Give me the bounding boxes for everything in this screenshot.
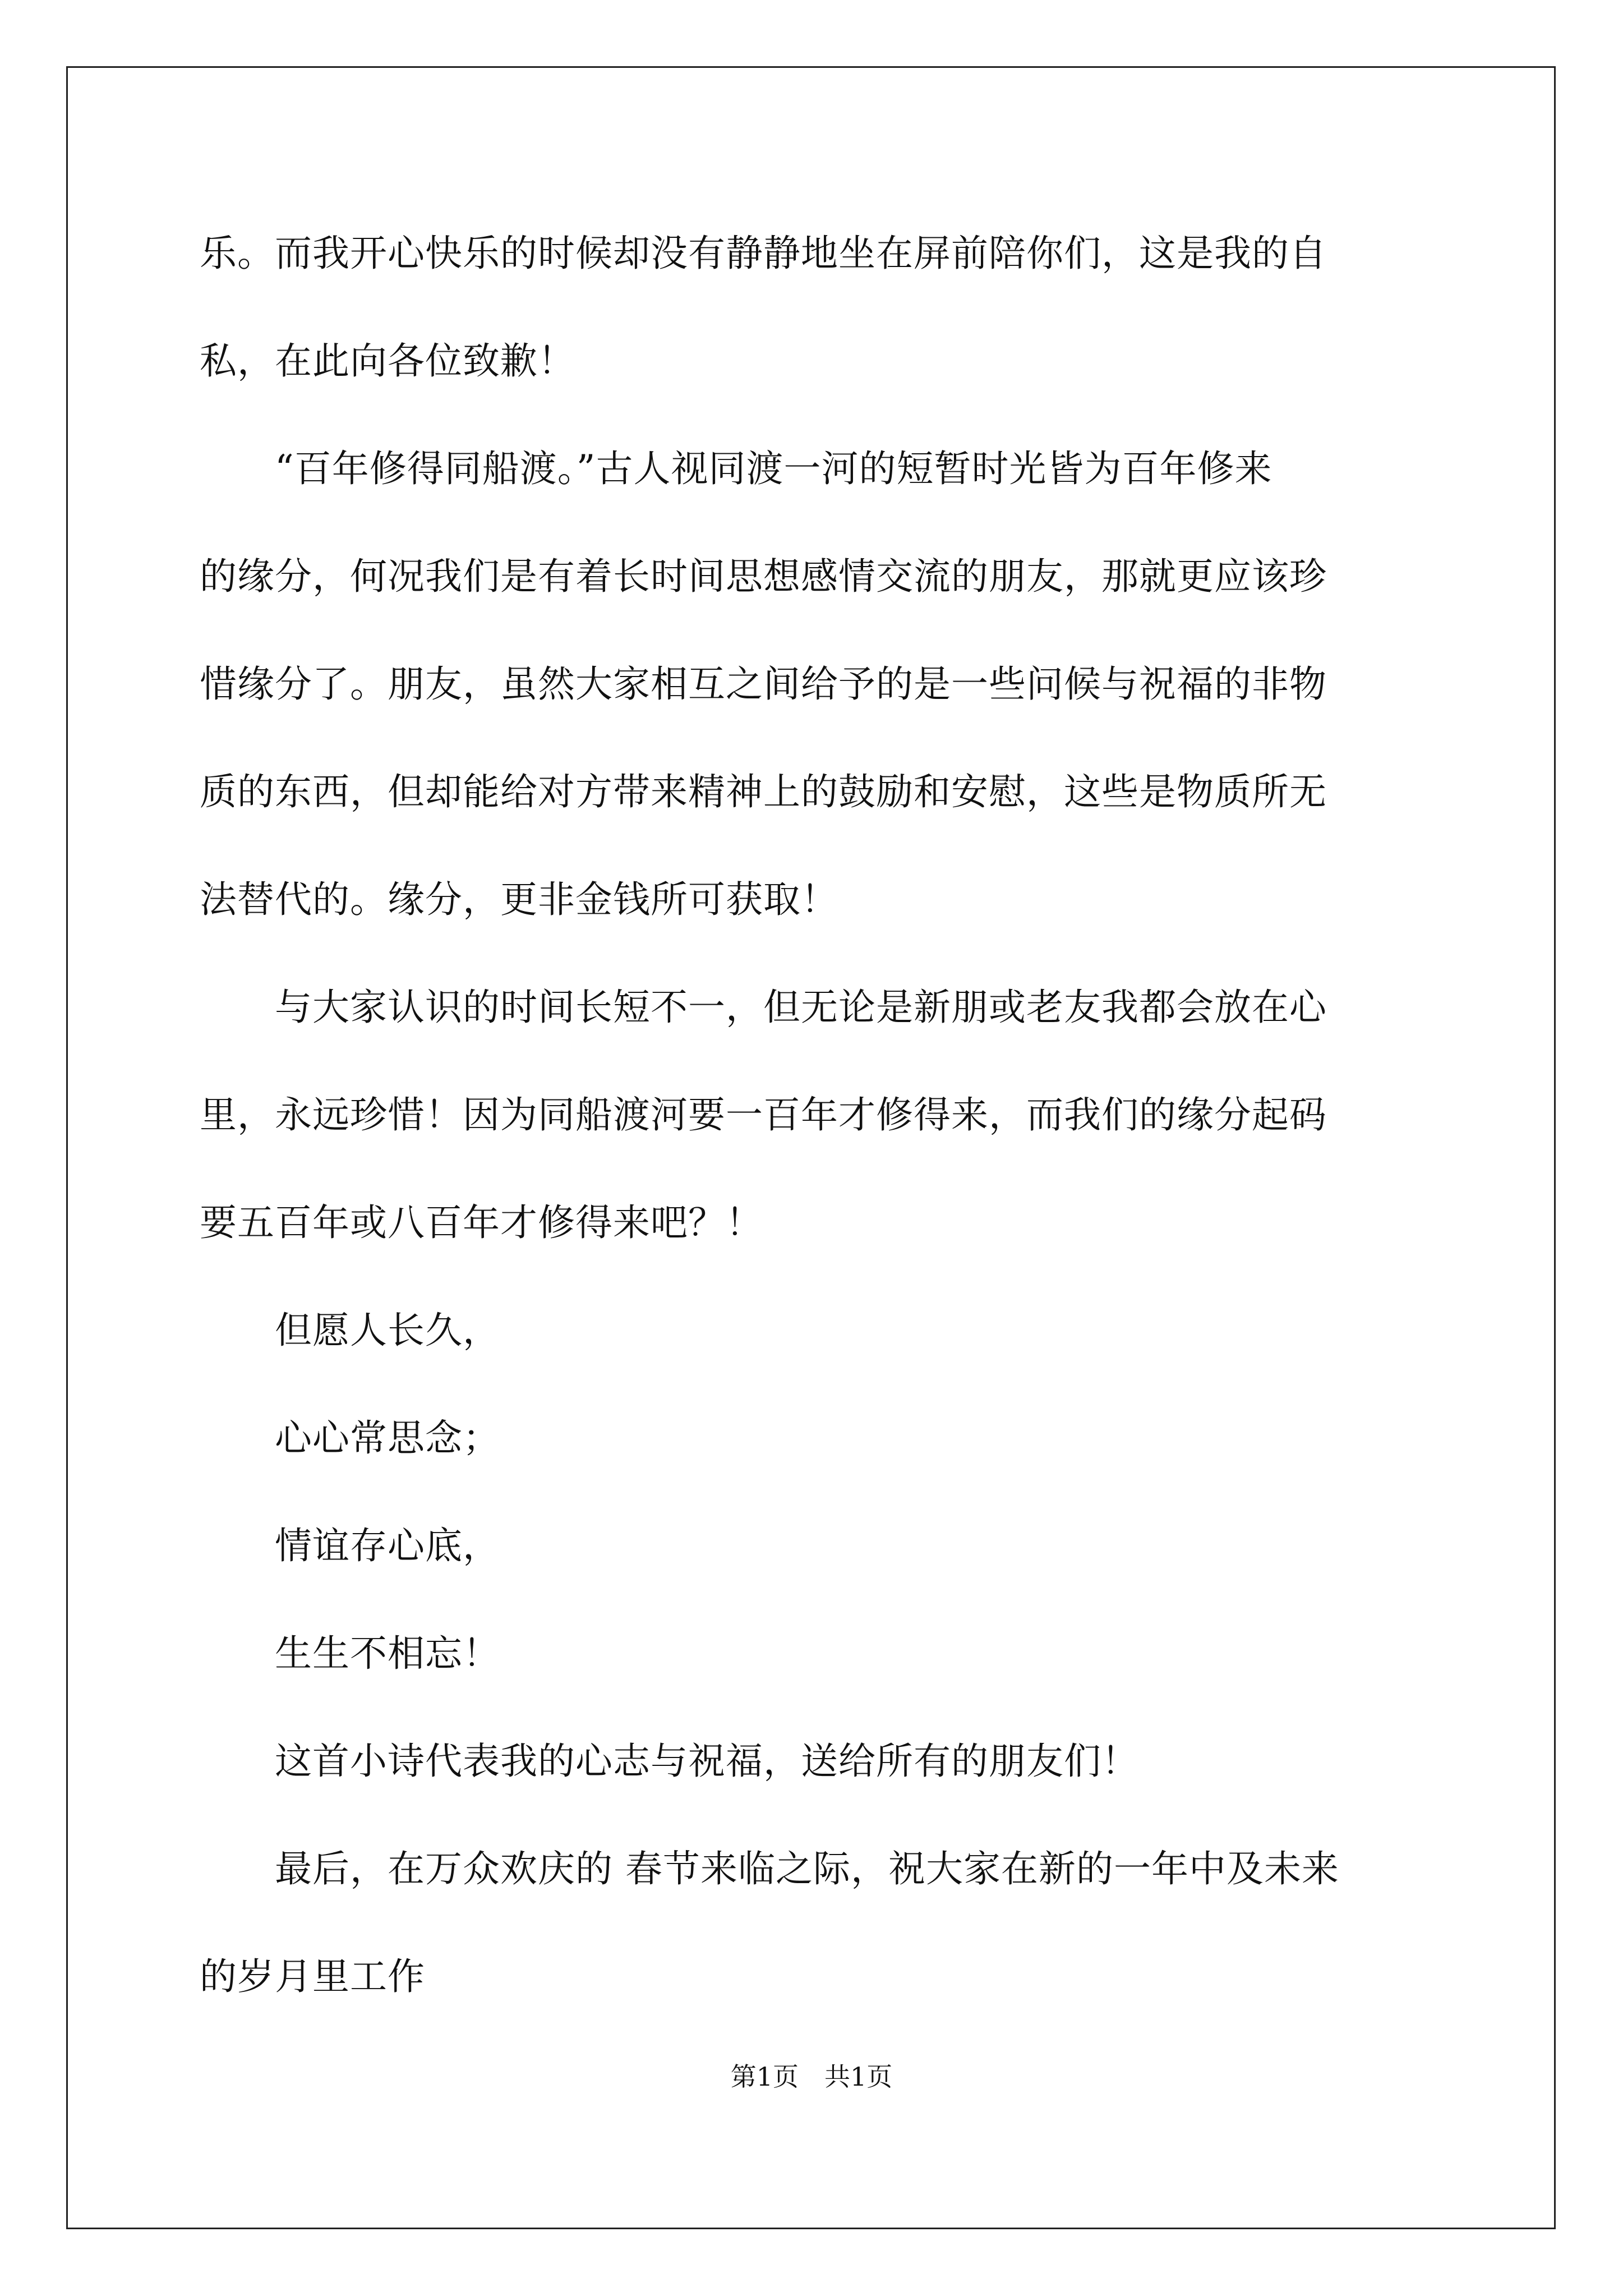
poem-line: 生生不相忘！: [200, 1632, 500, 1675]
text-line: 私，在此向各位致歉！: [200, 339, 575, 383]
poem-line: 心心常思念；: [200, 1416, 500, 1460]
page-number: 第1页 共1页: [730, 2062, 893, 2092]
text-line: 这首小诗代表我的心志与祝福，送给所有的朋友们！: [200, 1740, 1139, 1783]
text-line: 的岁月里工作: [200, 1955, 425, 1998]
text-line: 质的东西，但却能给对方带来精神上的鼓励和安慰，这些是物质所无: [200, 770, 1327, 813]
poem-line: 但愿人长久，: [200, 1309, 500, 1352]
text-line: 法替代的。缘分，更非金钱所可获取！: [200, 878, 838, 921]
document-body: [200, 220, 1429, 2051]
text-line: 的缘分，何况我们是有着长时间思想感情交流的朋友，那就更应该珍: [200, 555, 1327, 598]
text-line: 与大家认识的时间长短不一，但无论是新朋或老友我都会放在心: [200, 986, 1327, 1029]
text-line: 惜缘分了。朋友，虽然大家相互之间给予的是一些问候与祝福的非物: [200, 662, 1327, 706]
text-line: 最后，在万众欢庆的 春节来临之际，祝大家在新的一年中及未来: [200, 1847, 1339, 1890]
text-line: 要五百年或八百年才修得来吧？！: [200, 1201, 763, 1244]
text-line: 乐。而我开心快乐的时候却没有静静地坐在屏前陪你们，这是我的自: [200, 232, 1327, 275]
poem-line: 情谊存心底，: [200, 1524, 500, 1567]
text-line: 里，永远珍惜！因为同船渡河要一百年才修得来，而我们的缘分起码: [200, 1093, 1327, 1137]
text-line: “百年修得同船渡。”古人视同渡一河的短暂时光皆为百年修来: [200, 447, 1272, 490]
